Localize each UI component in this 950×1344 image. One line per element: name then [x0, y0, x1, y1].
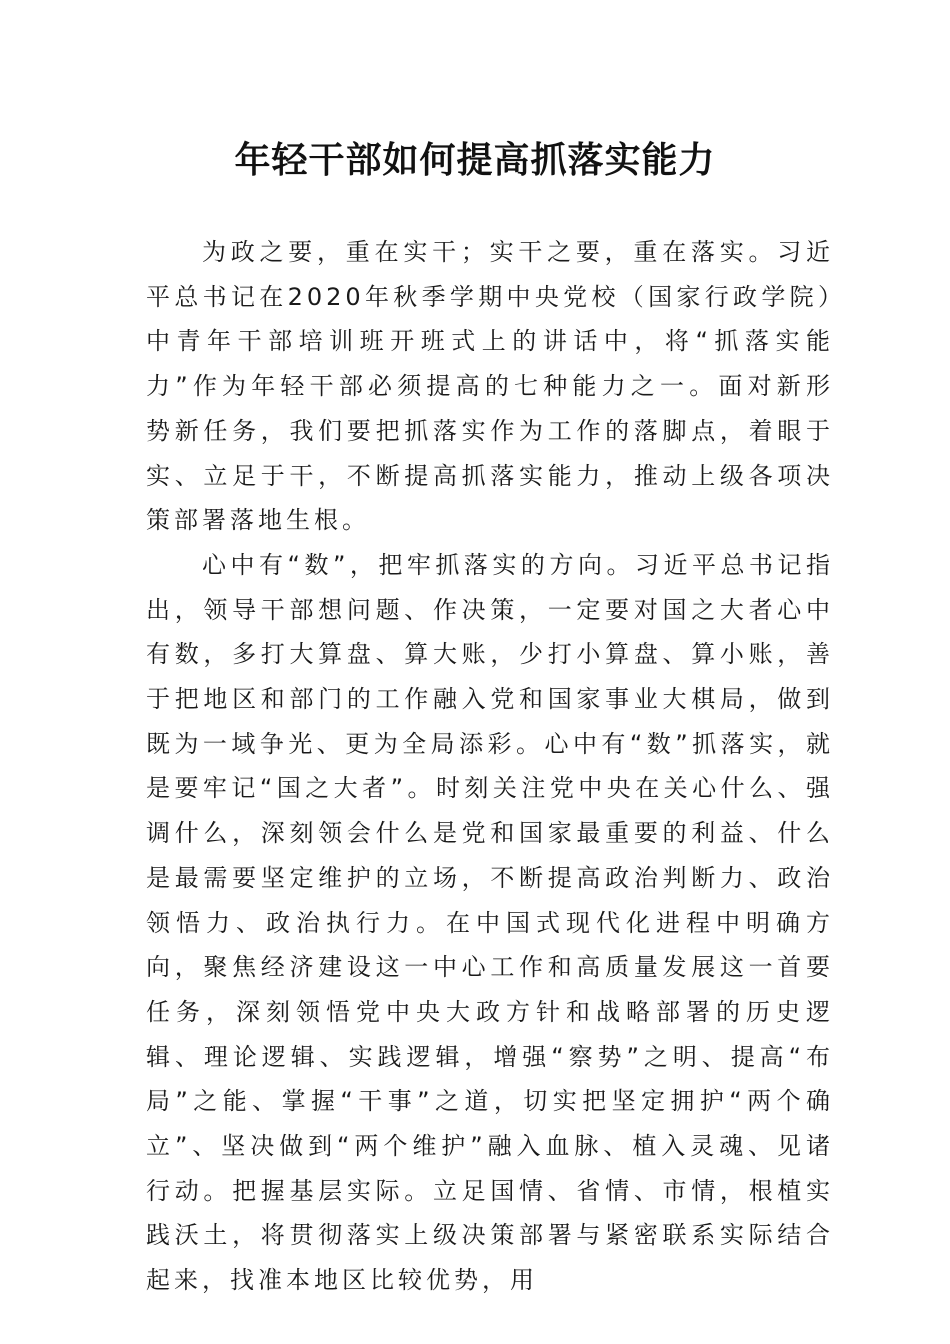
document-title: 年轻干部如何提高抓落实能力: [234, 139, 716, 181]
document-body: [146, 230, 834, 1303]
paragraph-intro: 为政之要，重在实干；实干之要，重在落实。习近平总书记在2020年秋季学期中央党校（国家行政学院）中青年干部培训班开班式上的讲话中，将“抓落实能力”作为年轻干部必须提高的七种能力之一。面对新形势新任务，我们要把抓落实作为工作的落脚点，着眼于实、立足于干，不断提高抓落实能力，推动上级各项决策部署落地生根。: [146, 238, 834, 535]
paragraph-direction: 心中有“数”，把牢抓落实的方向。习近平总书记指出，领导干部想问题、作决策，一定要对国之大者心中有数，多打大算盘、算大账，少打小算盘、算小账，善于把地区和部门的工作融入党和国家事业大棋局，做到既为一域争光、更为全局添彩。心中有“数”抓落实，就是要牢记“国之大者”。时刻关注党中央在关心什么、强调什么，深刻领会什么是党和国家最重要的利益、什么是最需要坚定维护的立场，不断提高政治判断力、政治领悟力、政治执行力。在中国式现代化进程中明确方向，聚焦经济建设这一中心工作和高质量发展这一首要任务，深刻领悟党中央大政方针和战略部署的历史逻辑、理论逻辑、实践逻辑，增强“察势”之明、提高“布局”之能、掌握“干事”之道，切实把坚定拥护“两个确立”、坚决做到“两个维护”融入血脉、植入灵魂、见诸行动。把握基层实际。立足国情、省情、市情，根植实践沃土，将贯彻落实上级决策部署与紧密联系实际结合起来，找准本地区比较优势，用: [146, 550, 834, 1295]
